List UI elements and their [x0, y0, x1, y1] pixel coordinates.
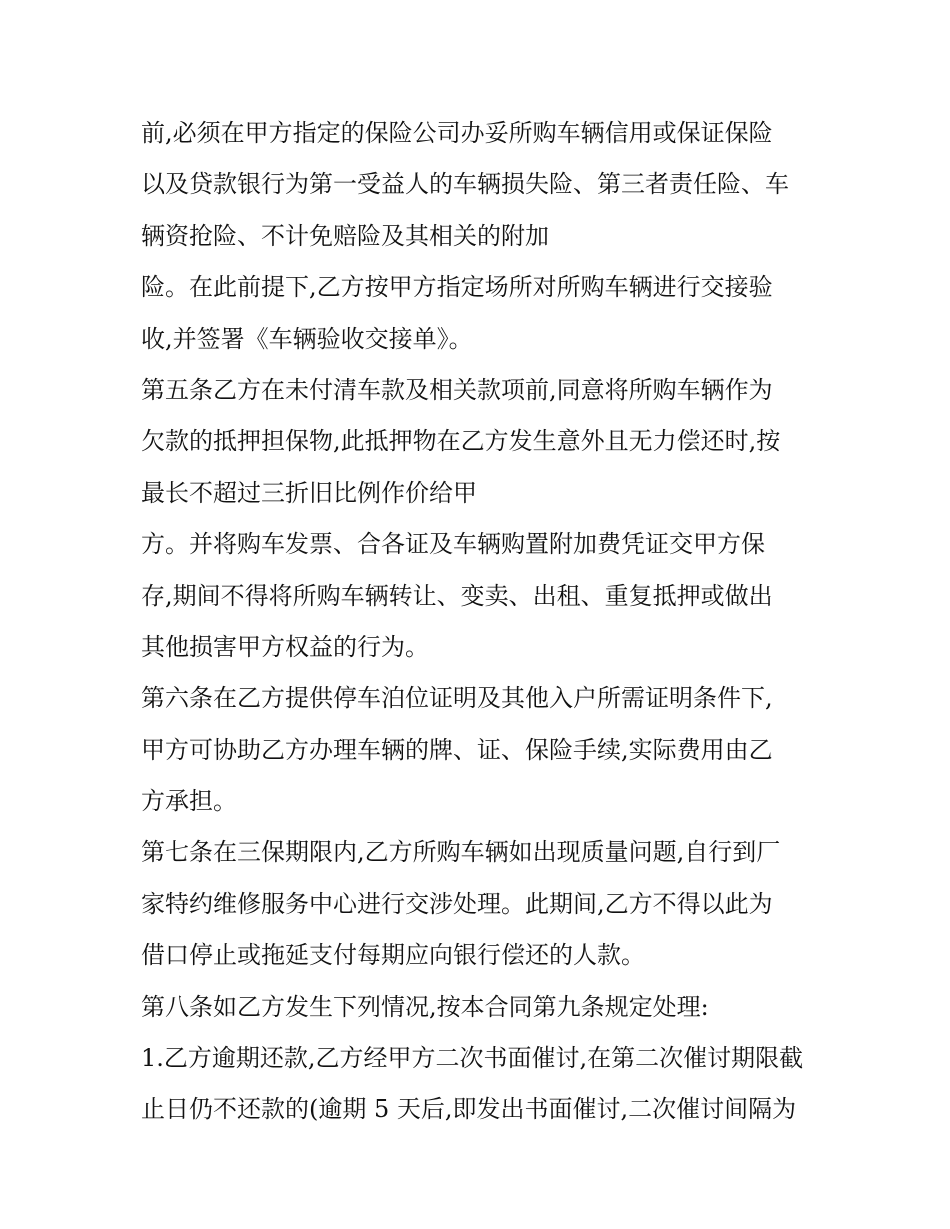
text-line: 最长不超过三折旧比例作价给甲 [141, 478, 477, 507]
text-line: 方。并将购车发票、合各证及车辆购置附加费凭证交甲方保 [141, 530, 765, 559]
text-line: 存,期间不得将所购车辆转让、变卖、出租、重复抵押或做出 [141, 581, 773, 610]
text-line: 前,必须在甲方指定的保险公司办妥所购车辆信用或保证保险 [141, 119, 773, 147]
text-line: 第八条如乙方发生下列情况,按本合同第九条规定处理: [141, 992, 709, 1021]
text-line: 以及贷款银行为第一受益人的车辆损失险、第三者责任险、车 [141, 170, 789, 199]
text-line: 第六条在乙方提供停车泊位证明及其他入户所需证明条件下, [141, 684, 773, 713]
text-line: 辆资抢险、不计免赔险及其相关的附加 [141, 221, 549, 250]
text-line: 甲方可协助乙方办理车辆的牌、证、保险手续,实际费用由乙 [141, 735, 773, 764]
text-line: 收,并签署《车辆验收交接单》。 [141, 324, 473, 353]
text-line: 欠款的抵押担保物,此抵押物在乙方发生意外且无力偿还时,按 [141, 427, 781, 456]
text-line: 借口停止或拖延支付每期应向银行偿还的人款。 [141, 941, 645, 970]
text-line: 方承担。 [141, 787, 237, 816]
text-line: 家特约维修服务中心进行交涉处理。此期间,乙方不得以此为 [141, 889, 773, 918]
contract-text [141, 108, 831, 1136]
text-line: 险。在此前提下,乙方按甲方指定场所对所购车辆进行交接验 [141, 273, 773, 302]
text-line: 其他损害甲方权益的行为。 [141, 632, 429, 661]
text-line: 第七条在三保期限内,乙方所购车辆如出现质量问题,自行到厂 [141, 838, 781, 867]
text-line: 1.乙方逾期还款,乙方经甲方二次书面催讨,在第二次催讨期限截 [141, 1044, 804, 1073]
text-line: 第五条乙方在未付清车款及相关款项前,同意将所购车辆作为 [141, 375, 773, 404]
text-line: 止日仍不还款的(逾期 5 天后,即发出书面催讨,二次催讨间隔为 [141, 1095, 797, 1124]
